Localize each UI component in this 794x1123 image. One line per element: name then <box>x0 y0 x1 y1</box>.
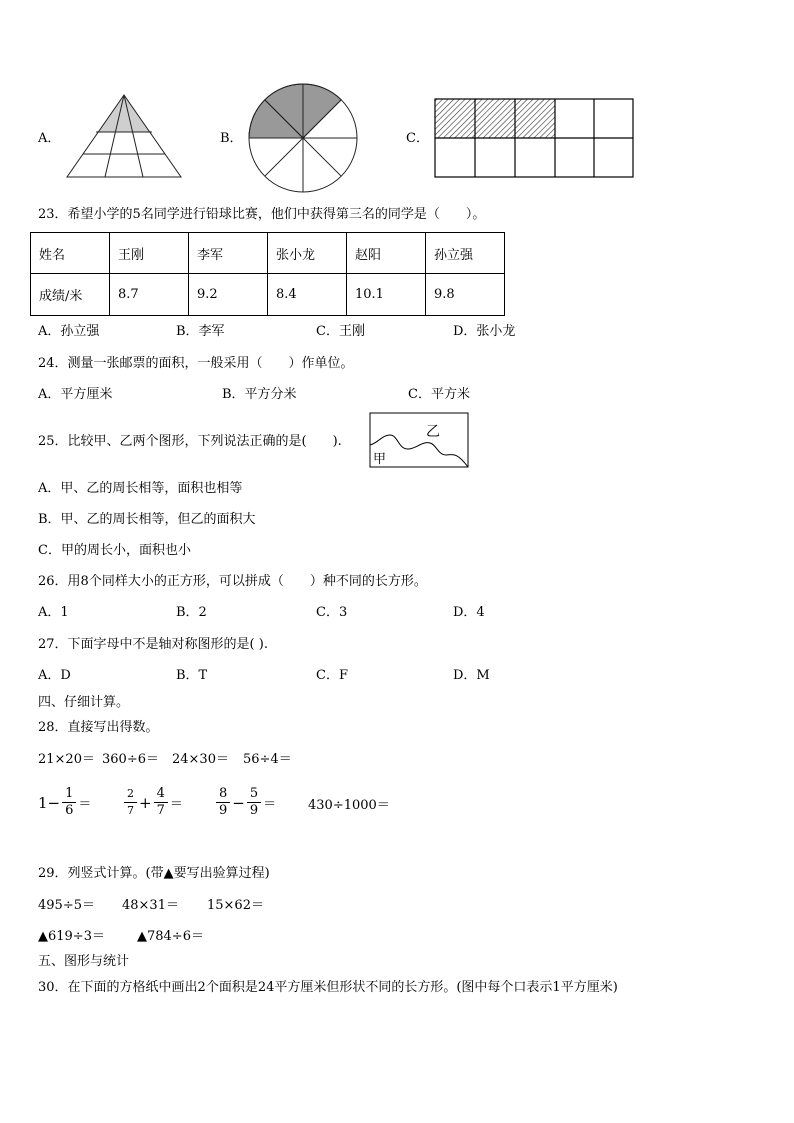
table-cell: 10.1 <box>347 274 426 316</box>
q26-option-a: A．1 <box>38 605 69 620</box>
triangle-shaded-region <box>64 92 184 132</box>
table-cell: 9.2 <box>189 274 268 316</box>
fraction <box>247 786 261 819</box>
section-5-heading: 五、图形与统计 <box>38 954 130 969</box>
q28-expr: 24×30＝ <box>172 752 229 767</box>
q26-text: 26．用8个同样大小的正方形，可以拼成（ ）种不同的长方形。 <box>38 574 427 589</box>
q24-option-a: A．平方厘米 <box>38 387 113 402</box>
q23-option-a: A．孙立强 <box>38 324 100 339</box>
circle-figure <box>246 82 360 194</box>
q27-option-a: A．D <box>38 668 71 683</box>
q23-option-b: B．李军 <box>176 324 225 339</box>
hatched-cell <box>475 99 515 138</box>
equals-sign: ＝ <box>78 797 92 812</box>
table-cell: 孙立强 <box>426 233 505 274</box>
q25-text: 25．比较甲、乙两个图形，下列说法正确的是( ). <box>38 434 342 449</box>
option-b-label: B． <box>220 131 243 146</box>
option-c-label: C． <box>406 131 429 146</box>
q28-expr: 360÷6＝ <box>102 752 159 767</box>
figure-label-yi: 乙 <box>426 424 440 440</box>
q29-expr: 15×62＝ <box>207 898 264 913</box>
q23-text: 23．希望小学的5名同学进行铅球比赛，他们中获得第三名的同学是（ ）。 <box>38 207 486 222</box>
triangle-figure <box>64 92 184 180</box>
table-cell: 9.8 <box>426 274 505 316</box>
table-cell: 姓名 <box>31 233 110 274</box>
table-cell: 赵阳 <box>347 233 426 274</box>
table-row <box>31 233 505 274</box>
q27-option-c: C．F <box>316 668 348 683</box>
table-cell: 成绩/米 <box>31 274 110 316</box>
q28-text: 28．直接写出得数。 <box>38 720 159 735</box>
table-row <box>31 274 505 316</box>
table-cell: 王刚 <box>110 233 189 274</box>
fraction <box>154 786 168 819</box>
q29-expr: 495÷5＝ <box>38 898 95 913</box>
option-a-label: A． <box>38 131 61 146</box>
q24-option-b: B．平方分米 <box>222 387 297 402</box>
denominator: 6 <box>65 803 74 818</box>
table-cell: 张小龙 <box>268 233 347 274</box>
q28-expr: 56÷4＝ <box>243 752 292 767</box>
table-cell: 8.4 <box>268 274 347 316</box>
table-cell: 李军 <box>189 233 268 274</box>
q26-option-c: C．3 <box>316 605 348 620</box>
q26-option-d: D．4 <box>453 605 485 620</box>
fraction <box>216 786 230 819</box>
operator: − <box>47 793 61 812</box>
q29-expr: 48×31＝ <box>122 898 179 913</box>
numerator: 1 <box>62 786 76 803</box>
q23-option-c: C．王刚 <box>316 324 365 339</box>
q25-option-a: A．甲、乙的周长相等，面积也相等 <box>38 481 243 496</box>
q27-option-d: D．M <box>453 668 490 683</box>
q23-option-d: D．张小龙 <box>453 324 516 339</box>
q30-text: 30．在下面的方格纸中画出2个面积是24平方厘米但形状不同的长方形。(图中每个口表示1平方厘米) <box>38 980 618 995</box>
score-table <box>30 232 505 316</box>
hatched-cell <box>435 99 475 138</box>
q25-option-c: C．甲的周长小，面积也小 <box>38 543 191 558</box>
numerator: 8 <box>216 786 230 803</box>
q28-fraction-expr-1 <box>38 786 91 819</box>
q27-option-b: B．T <box>176 668 208 683</box>
q29-expr: ▲619÷3＝ <box>38 929 105 944</box>
q25-option-b: B．甲、乙的周长相等，但乙的面积大 <box>38 512 256 527</box>
q24-option-c: C．平方米 <box>408 387 470 402</box>
numerator: 2 <box>124 786 137 803</box>
q29-expr: ▲784÷6＝ <box>137 929 204 944</box>
q24-text: 24．测量一张邮票的面积，一般采用（ ）作单位。 <box>38 356 354 371</box>
q26-option-b: B．2 <box>176 605 207 620</box>
denominator: 7 <box>127 804 134 817</box>
q29-text: 29．列竖式计算。(带▲要写出验算过程) <box>38 866 270 881</box>
q28-fraction-expr-3 <box>214 786 276 819</box>
fraction <box>124 786 137 819</box>
equals-sign: ＝ <box>169 797 183 812</box>
operator: − <box>232 793 245 812</box>
operator: + <box>139 793 152 812</box>
figure-label-jia: 甲 <box>373 452 387 467</box>
q28-expr: 430÷1000＝ <box>308 798 390 813</box>
grid-figure <box>433 97 635 179</box>
numerator: 4 <box>154 786 168 803</box>
whole-number: 1 <box>38 793 48 812</box>
q27-text: 27．下面字母中不是轴对称图形的是( ). <box>38 637 268 652</box>
equals-sign: ＝ <box>263 797 277 812</box>
table-cell: 8.7 <box>110 274 189 316</box>
q28-expr: 21×20＝ <box>38 752 95 767</box>
denominator: 9 <box>249 803 259 818</box>
fraction <box>62 786 76 819</box>
section-4-heading: 四、仔细计算。 <box>38 695 130 710</box>
q28-fraction-expr-2 <box>122 786 183 819</box>
denominator: 7 <box>156 803 165 818</box>
hatched-cell <box>515 99 555 138</box>
numerator: 5 <box>247 786 261 803</box>
denominator: 9 <box>219 803 228 818</box>
